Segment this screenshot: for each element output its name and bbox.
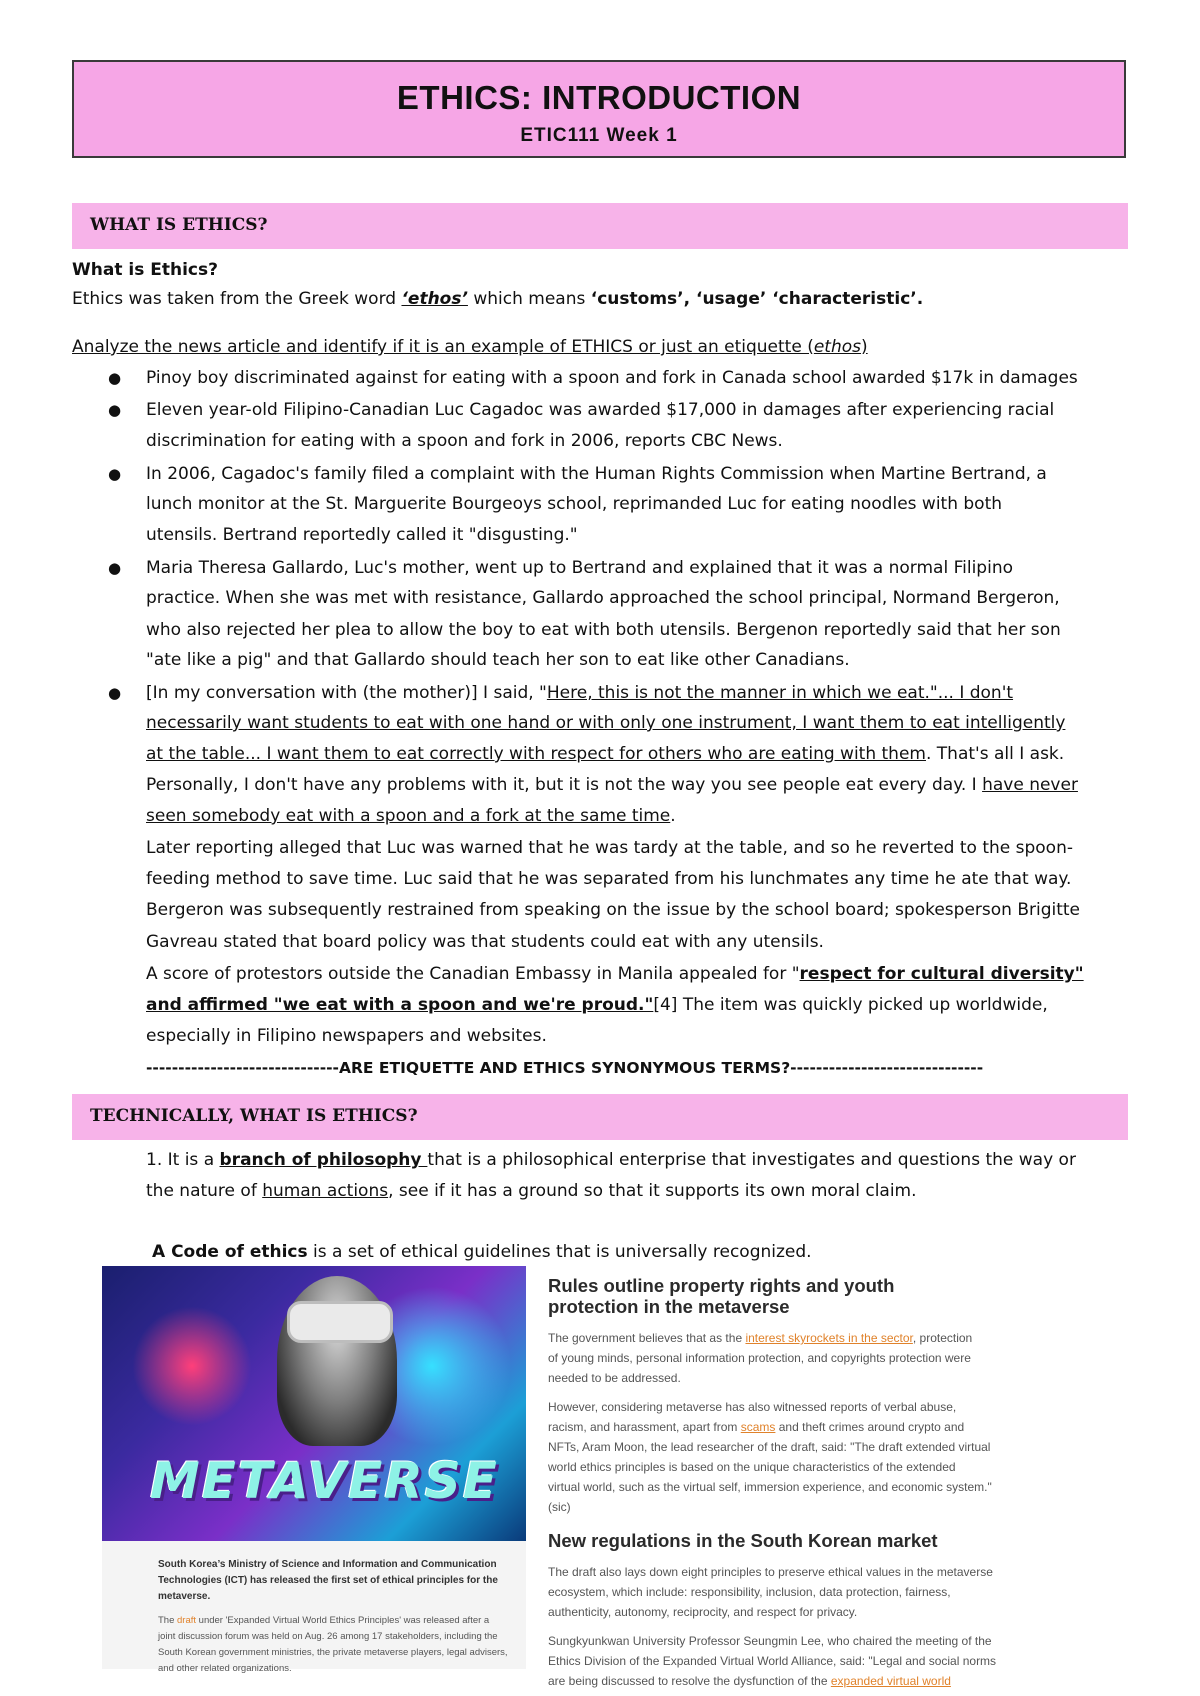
- quote-underlined: at the table... I want them to eat correctly with respect for others who are eating with them: [146, 744, 926, 764]
- document-title-box: [72, 60, 1126, 158]
- bullet-text: Pinoy boy discriminated against for eating with a spoon and fork in Canada school awarded $17k in damages: [146, 368, 1078, 388]
- bullet-text: [146, 806, 676, 826]
- section-heading-what-is-ethics: [72, 203, 1128, 249]
- code-of-ethics-line: [152, 1242, 812, 1262]
- item-emphasis: branch of philosophy: [219, 1150, 428, 1170]
- quote-text: Personally, I don't have any problems with it, but it is not the way you see people eat every day. I: [146, 775, 983, 795]
- greek-word: ‘ethos’: [401, 289, 468, 309]
- instruction-emphasis: ethos: [813, 337, 862, 357]
- section-heading-text: WHAT IS ETHICS?: [90, 215, 268, 235]
- article-text: and theft crimes around crypto and: [775, 1420, 965, 1434]
- quote-text: [In my conversation with (the mother)] I said, ": [146, 683, 547, 703]
- bullet-dot: ●: [108, 559, 122, 577]
- instruction-line: [72, 337, 868, 357]
- article-paragraph: However, considering metaverse has also witnessed reports of verbal abuse,: [548, 1400, 957, 1414]
- bullet-dot: ●: [108, 465, 122, 483]
- section-heading-technically: [72, 1094, 1128, 1140]
- bullet-text: [146, 775, 1078, 795]
- article-link[interactable]: scams: [740, 1420, 776, 1434]
- image-caption: [102, 1541, 526, 1674]
- article-heading: Rules outline property rights and youth: [548, 1275, 895, 1296]
- article-paragraph: Sungkyunkwan University Professor Seungmin Lee, who chaired the meeting of the: [548, 1634, 992, 1648]
- bullet-text: In 2006, Cagadoc's family filed a complaint with the Human Rights Commission when Martine Bertrand, a: [146, 464, 1047, 484]
- news-article-excerpt: [532, 1266, 1117, 1696]
- article-paragraph: ecosystem, which include: responsibility, inclusion, data protection, fairness,: [548, 1585, 951, 1599]
- article-text: , protection: [912, 1331, 973, 1345]
- bullet-text: Eleven year-old Filipino-Canadian Luc Cagadoc was awarded $17,000 in damages after experiencing racial: [146, 400, 1055, 420]
- paragraph-line: [146, 995, 1048, 1015]
- vr-headset-icon: [287, 1301, 393, 1343]
- paragraph-emphasis: respect for cultural diversity": [799, 964, 1084, 984]
- caption-link[interactable]: draft: [177, 1615, 197, 1626]
- article-paragraph: [548, 1672, 1108, 1692]
- paragraph-line: feeding method to save time. Luc said that he was separated from his lunchmates any time he ate that way.: [146, 869, 1072, 889]
- question-heading: What is Ethics?: [72, 260, 218, 280]
- bullet-text: [146, 683, 1013, 703]
- article-link[interactable]: expanded virtual world: [830, 1674, 951, 1688]
- article-paragraph: [548, 1329, 1108, 1349]
- article-paragraph: The draft also lays down eight principles to preserve ethical values in the metaverse: [548, 1565, 993, 1579]
- numbered-item: [146, 1181, 917, 1201]
- article-paragraph: NFTs, Aram Moon, the lead researcher of the draft, said: "The draft extended virtual: [548, 1440, 991, 1454]
- item-text: 1. It is a: [146, 1150, 220, 1170]
- item-text: that is a philosophical enterprise that investigates and questions the way or: [427, 1150, 1076, 1170]
- article-text: racism, and harassment, apart from: [548, 1420, 741, 1434]
- document-subtitle: ETIC111 Week 1: [520, 125, 678, 146]
- bullet-dot: ●: [108, 401, 122, 419]
- definition-text: which means: [467, 289, 591, 309]
- numbered-item: [146, 1150, 1076, 1170]
- paragraph-text: [4] The item was quickly picked up worldwide,: [653, 995, 1048, 1015]
- definition-terms: ‘customs’, ‘usage’ ‘characteristic’.: [590, 289, 924, 309]
- quote-underlined: Here, this is not the manner in which we eat."... I don't: [546, 683, 1014, 703]
- bullet-text: discrimination for eating with a spoon and fork in 2006, reports CBC News.: [146, 431, 783, 451]
- paragraph-line: [146, 964, 1084, 984]
- quote-underlined: necessarily want students to eat with one hand or with only one instrument, I want them to eat intelligently: [146, 713, 1066, 733]
- code-of-ethics-text: is a set of ethical guidelines that is universally recognized.: [307, 1242, 812, 1262]
- quote-text: . That's all I ask.: [925, 744, 1065, 764]
- article-paragraph: Ethics Division of the Expanded Virtual World Alliance, said: "Legal and social norms: [548, 1654, 997, 1668]
- caption-text-part: under 'Expanded Virtual World Ethics Principles' was released after a joint discussion forum was held on Aug. 26 among 17 stakeholders, including the South Korean government ministries, the private metaverse players, legal advisers, and other related organizations.: [158, 1615, 508, 1674]
- bullet-text: "ate like a pig" and that Gallardo should teach her son to eat like other Canadians.: [146, 650, 850, 670]
- instruction-text: ): [861, 337, 868, 357]
- bullet-text: lunch monitor at the St. Marguerite Bourgeoys school, reprimanded Luc for eating noodles with both: [146, 494, 1003, 514]
- metaverse-logo-text: METAVERSE: [150, 1452, 499, 1510]
- metaverse-image: [102, 1266, 526, 1541]
- quote-text: .: [670, 806, 676, 826]
- bullet-text: practice. When she was met with resistance, Gallardo approached the school principal, Normand Bergeron,: [146, 588, 1060, 608]
- article-text: are being discussed to resolve the dysfunction of the: [548, 1674, 831, 1688]
- bullet-text: utensils. Bertrand reportedly called it "disgusting.": [146, 525, 578, 545]
- article-link[interactable]: interest skyrockets in the sector: [745, 1331, 913, 1345]
- bullet-text: Maria Theresa Gallardo, Luc's mother, went up to Bertrand and explained that it was a normal Filipino: [146, 558, 1013, 578]
- document-title: ETHICS: INTRODUCTION: [396, 79, 802, 116]
- article-heading: protection in the metaverse: [548, 1296, 790, 1317]
- bullet-dot: ●: [108, 369, 122, 387]
- divider-question: ------------------------------ARE ETIQUETTE AND ETHICS SYNONYMOUS TERMS?------------------------------: [146, 1059, 984, 1077]
- definition-text: Ethics was taken from the Greek word: [72, 289, 402, 309]
- quote-underlined: seen somebody eat with a spoon and a fork at the same time: [146, 806, 671, 826]
- item-text: the nature of: [146, 1181, 263, 1201]
- item-emphasis: human actions: [262, 1181, 389, 1201]
- quote-underlined: have never: [982, 775, 1078, 795]
- code-of-ethics-term: A Code of ethics: [152, 1242, 308, 1262]
- image-glow: [132, 1306, 252, 1426]
- bullet-text: [146, 744, 1064, 764]
- article-paragraph: [548, 1418, 1108, 1438]
- caption-text-part: The: [158, 1615, 178, 1626]
- bullet-text: who also rejected her plea to allow the boy to eat with both utensils. Bergenon reportedly said that her son: [146, 620, 1061, 640]
- item-text: , see if it has a ground so that it supports its own moral claim.: [388, 1181, 917, 1201]
- paragraph-text: A score of protestors outside the Canadian Embassy in Manila appealed for ": [146, 964, 800, 984]
- article-paragraph: authenticity, autonomy, reciprocity, and respect for privacy.: [548, 1605, 858, 1619]
- paragraph-line: Gavreau stated that board policy was that students could eat with any utensils.: [146, 932, 824, 952]
- bullet-dot: ●: [108, 684, 122, 702]
- section-heading-text: TECHNICALLY, WHAT IS ETHICS?: [90, 1106, 418, 1126]
- paragraph-line: Later reporting alleged that Luc was warned that he was tardy at the table, and so he reverted to the spoon-: [146, 838, 1073, 858]
- article-text: The government believes that as the: [548, 1331, 746, 1345]
- article-paragraph: of young minds, personal information protection, and copyrights protection were: [548, 1351, 971, 1365]
- definition-line: [72, 289, 923, 309]
- article-paragraph: virtual world, such as the virtual self, immersion experience, and economic system.": [548, 1480, 992, 1494]
- article-heading: New regulations in the South Korean market: [548, 1530, 938, 1551]
- paragraph-emphasis: and affirmed "we eat with a spoon and we're proud.": [146, 995, 654, 1015]
- caption-bold: South Korea’s Ministry of Science and Information and Communication Technologies (ICT) has released the first set of ethical principles for the metaverse.: [158, 1559, 498, 1602]
- instruction-text: Analyze the news article and identify if it is an example of ETHICS or just an etiquette (: [72, 337, 814, 357]
- paragraph-line: Bergeron was subsequently restrained from speaking on the issue by the school board; spokesperson Brigitte: [146, 900, 1081, 920]
- caption-text: [158, 1613, 508, 1677]
- article-paragraph: (sic): [548, 1500, 571, 1514]
- article-paragraph: needed to be addressed.: [548, 1371, 681, 1385]
- article-paragraph: world ethics principles is based on the unique characteristics of the extended: [548, 1460, 956, 1474]
- paragraph-line: especially in Filipino newspapers and websites.: [146, 1026, 547, 1046]
